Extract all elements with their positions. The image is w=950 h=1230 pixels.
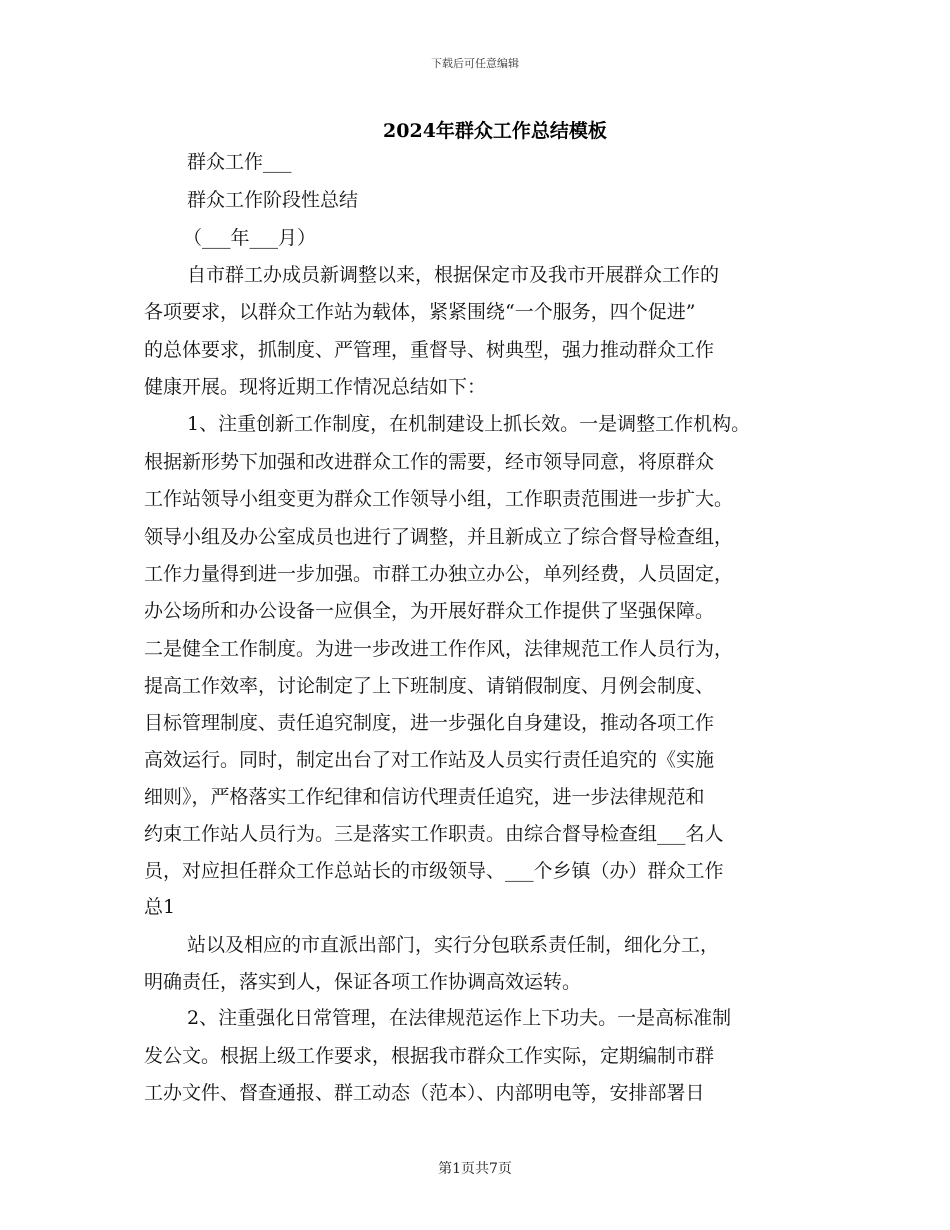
body-line: 群众工作___: [187, 151, 292, 173]
body-line: 工办文件、督查通报、群工动态（范本）、内部明电等，安排部署日: [144, 1082, 705, 1104]
body-line: 员，对应担任群众工作总站长的市级领导、___个乡镇（办）群众工作: [144, 860, 724, 882]
body-line: 发公文。根据上级工作要求，根据我市群众工作实际，定期编制市群: [144, 1045, 715, 1067]
body-line: 细则》，严格落实工作纪律和信访代理责任追究，进一步法律规范和: [144, 786, 705, 808]
body-line: 办公场所和办公设备一应俱全，为开展好群众工作提供了坚强保障。: [144, 600, 715, 622]
page-footer: 第1页共7页: [438, 1161, 512, 1177]
body-line: 约束工作站人员行为。三是落实工作职责。由综合督导检查组___名人: [144, 823, 724, 845]
body-line: 1、注重创新工作制度，在机制建设上抓长效。一是调整工作机构。: [187, 413, 751, 435]
body-line: 目标管理制度、责任追究制度，进一步强化自身建设，推动各项工作: [144, 712, 715, 734]
body-line: 明确责任，落实到人，保证各项工作协调高效运转。: [144, 971, 582, 993]
document-title: 2024年群众工作总结模板: [383, 120, 607, 142]
body-line: 的总体要求，抓制度、严管理，重督导、树典型，强力推动群众工作: [144, 339, 715, 361]
body-line: 总1: [144, 896, 176, 918]
body-line: 二是健全工作制度。为进一步改进工作作风，法律规范工作人员行为，: [144, 638, 734, 660]
body-line: 2、注重强化日常管理，在法律规范运作上下功夫。一是高标准制: [187, 1007, 732, 1029]
body-line: 各项要求，以群众工作站为载体，紧紧围绕“一个服务，四个促进”: [144, 301, 696, 323]
body-line: 健康开展。现将近期工作情况总结如下：: [144, 376, 487, 398]
body-line: 工作力量得到进一步加强。市群工办独立办公，单列经费，人员固定，: [144, 563, 734, 585]
page-header: 下载后可任意编辑: [431, 57, 519, 70]
body-line: 站以及相应的市直派出部门，实行分包联系责任制，细化分工，: [187, 934, 720, 956]
body-line: 工作站领导小组变更为群众工作领导小组，工作职责范围进一步扩大。: [144, 488, 734, 510]
body-line: （___年___月）: [183, 227, 317, 249]
body-line: 提高工作效率，讨论制定了上下班制度、请销假制度、月例会制度、: [144, 675, 715, 697]
body-line: 领导小组及办公室成员也进行了调整，并且新成立了综合督导检查组，: [144, 526, 734, 548]
body-line: 群众工作阶段性总结: [187, 189, 359, 211]
body-line: 高效运行。同时，制定出台了对工作站及人员实行责任追究的《实施: [144, 749, 715, 771]
body-line: 根据新形势下加强和改进群众工作的需要，经市领导同意，将原群众: [144, 451, 715, 473]
body-line: 自市群工办成员新调整以来，根据保定市及我市开展群众工作的: [187, 264, 720, 286]
